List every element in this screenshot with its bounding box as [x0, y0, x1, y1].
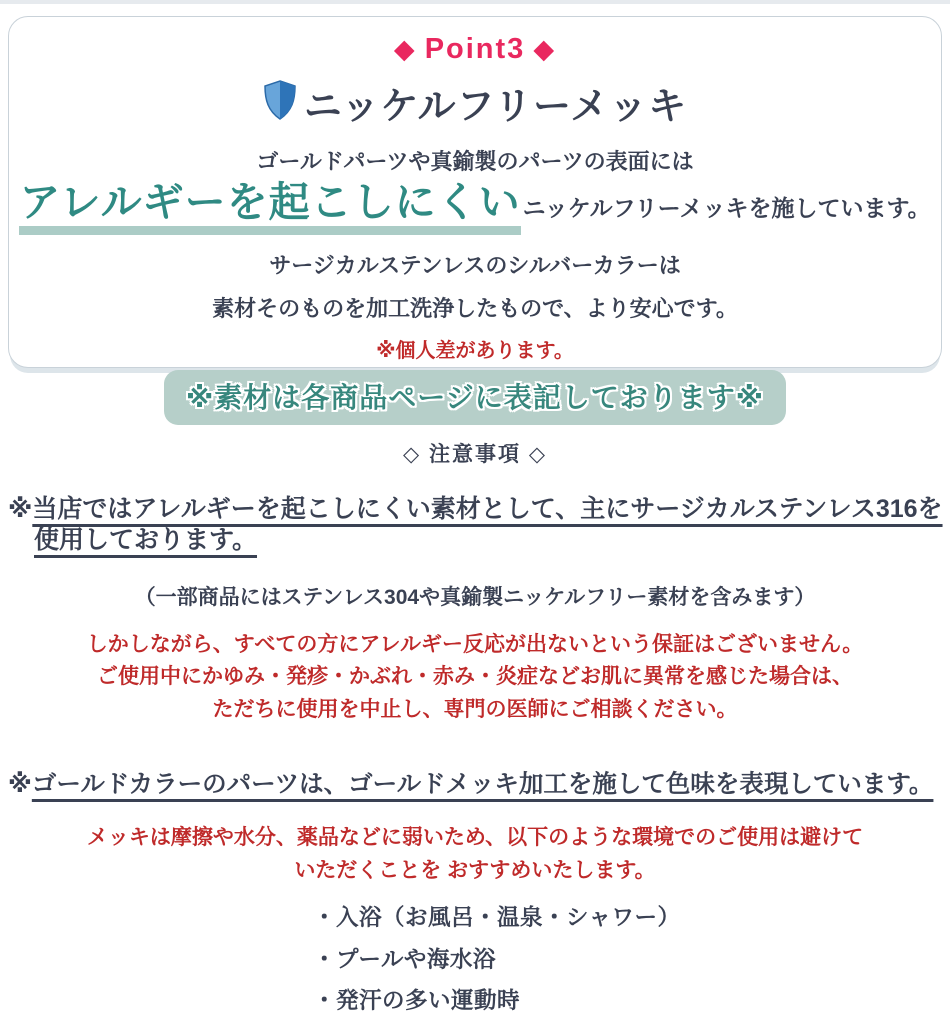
allergy-warning-block — [0, 629, 950, 728]
card-title-row — [9, 75, 941, 130]
notice-item-stainless-text: 当店ではアレルギーを起こしにくい素材として、主にサージカルステンレス316を使用しております。 — [32, 495, 943, 555]
notice-item-gold — [8, 765, 950, 800]
notice-sub-note: （一部商品にはステンレス304や真鍮製ニッケルフリー素材を含みます） — [134, 585, 816, 609]
warning-line: いただくことを おすすめいたします。 — [294, 859, 656, 883]
diamond-icon: ◆ — [533, 34, 557, 64]
highlight-suffix: ニッケルフリーメッキを施しています。 — [522, 195, 931, 222]
notice-item-stainless — [8, 494, 944, 557]
material-badge: ※素材は各商品ページに表記しております※ — [164, 370, 786, 425]
card-title: ニッケルフリーメッキ — [303, 86, 688, 128]
warning-line: しかしながら、すべての方にアレルギー反応が出ないという保証はございません。 — [86, 632, 864, 656]
list-item: ・発汗の多い運動時 — [313, 988, 521, 1013]
top-divider — [0, 0, 950, 4]
list-item: ・プールや海水浴 — [313, 946, 496, 972]
point3-header — [9, 33, 941, 66]
diamond-icon: ◆ — [393, 34, 417, 64]
warning-line: メッキは摩擦や水分、薬品などに弱いため、以下のような環境でのご使用は避けて — [86, 826, 864, 850]
warning-line: ただちに使用を中止し、専門の医師にご相談ください。 — [212, 698, 738, 722]
asterisk-marker: ※ — [8, 771, 32, 799]
warning-line: ご使用中にかゆみ・発疹・かぶれ・赤み・炎症などお肌に異常を感じた場合は、 — [97, 665, 853, 689]
asterisk-marker: ※ — [8, 495, 33, 523]
highlight-row — [9, 180, 941, 235]
card-line3: 素材そのものを加工洗浄したもので、より安心です。 — [212, 296, 738, 322]
card-line1: ゴールドパーツや真鍮製のパーツの表面には — [256, 149, 694, 174]
list-item: ・入浴（お風呂・温泉・シャワー） — [313, 905, 681, 931]
point3-label: Point3 — [424, 33, 526, 65]
notice-heading: ◇ 注意事項 ◇ — [403, 443, 547, 466]
avoid-situations-list — [313, 907, 950, 1013]
plating-warning-block — [0, 822, 950, 888]
notice-item-gold-text: ゴールドカラーのパーツは、ゴールドメッキ加工を施して色味を表現しています。 — [31, 771, 934, 799]
shield-icon — [263, 80, 297, 125]
individual-difference-note: ※個人差があります。 — [376, 340, 574, 363]
highlight-text: アレルギーを起こしにくい — [19, 180, 520, 235]
card-line2: サージカルステンレスのシルバーカラーは — [269, 253, 681, 279]
point3-card — [8, 16, 942, 414]
